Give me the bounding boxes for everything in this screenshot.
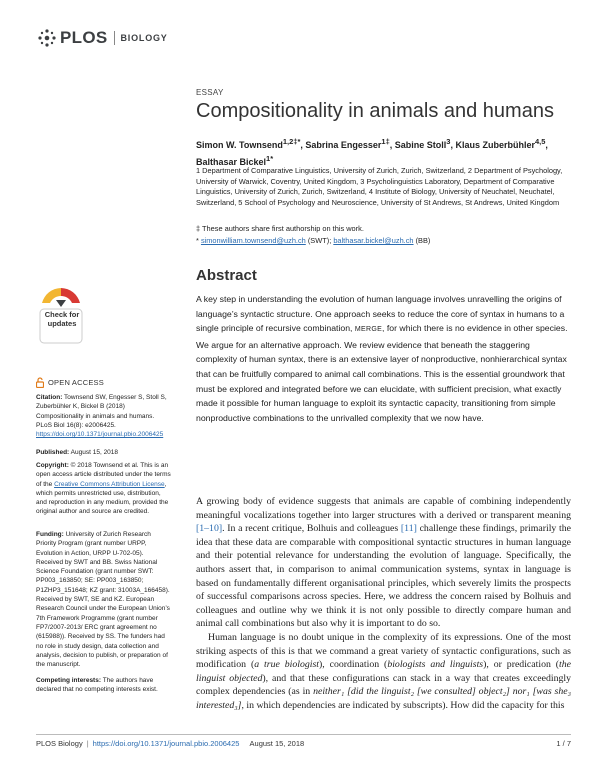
footer-doi-link[interactable]: https://doi.org/10.1371/journal.pbio.2006425 [92,739,240,748]
text-run: A growing body of evidence suggests that animals are capable of combining independently meaningful vocalizations together into larger structures with a derived or transparent meaning [196,496,571,521]
citation-label: Citation: [36,394,63,401]
email-suffix: (BB) [413,236,431,245]
text-run: , in which dependencies are indicated by subscripts). How did the capacity for this [241,699,565,711]
footer-separator: | [86,739,89,748]
logo-divider [114,31,115,45]
corresponding-emails [196,236,566,245]
example-italic: neither₁ [did the linguist₂ [we consulted] object₂] nor₁ [was she₃ interested₃] [196,686,572,711]
abstract-part: A key step in understanding the evolution of human language involves unravelling the origins of language’s syntactic structure. One approach seeks to reduce the core of syntax in humans to a single principle of recursive combination, [196,294,565,334]
citation-link[interactable]: [11] [400,523,417,535]
citation-block [36,393,171,439]
article-type: ESSAY [196,88,224,97]
text-run: ), coordination ( [319,659,388,671]
badge-line-1: Check for [44,310,80,319]
open-lock-icon [36,377,44,388]
footer-date: August 15, 2018 [249,739,305,748]
license-link[interactable]: Creative Commons Attribution License [54,480,165,488]
abstract-heading: Abstract [196,267,257,284]
competing-interests-block [36,676,171,695]
paragraph-2 [196,631,571,713]
email-suffix: (SWT); [305,236,334,245]
author-superscript: 1‡ [381,137,390,146]
copyright-block [36,461,171,517]
article-title: Compositionality in animals and humans [196,100,554,122]
funding-text: University of Zurich Research Priority Program (grant number URPP, Evolution in Action, URPP U-702-05). Received by SWT and BB. Swiss National Science Foundation (grant number SWT: PP003_163850; SE: PP003_163850; P1ZHP3_151648; KZ grant: 31003A_166458). Received by SWT, SE and KZ. European Research Council under the European Union’s 7th Framework Programme (grant number FP7/2007-2013/ ERC grant agreement no (615988)). Received by SS. The funders had no role in study design, data collection and analysis, decision to publish, or preparation of the manuscript. [36,531,170,669]
body-text [196,495,571,713]
badge-line-2: updates [47,319,77,328]
journal-name: BIOLOGY [120,33,168,43]
citation-doi-link[interactable]: https://doi.org/10.1371/journal.pbio.2006425 [36,431,164,439]
example-italic: the linguist objected [196,659,571,684]
copyright-label: Copyright: [36,462,69,469]
equal-contribution-note: ‡ These authors share first authorship on this work. [196,224,364,233]
text-run: . In a recent critique, Bolhuis and colleagues [222,523,401,535]
footer-divider [36,734,571,735]
author-superscript: 1* [266,154,274,163]
paragraph-1 [196,495,571,631]
published-label: Published: [36,449,70,456]
citation-link[interactable]: [1–10] [196,523,223,535]
text-run: Human language is no doubt unique in the complexity of its expressions. One of the most striking aspects of this is that we command a great variety of syntactic configurations, such as modification ( [196,631,571,671]
competing-label: Competing interests: [36,677,102,684]
funding-block [36,530,171,669]
merge-term: MERGE [354,326,383,334]
page-footer [36,739,571,748]
example-italic: a true biologist [254,659,320,671]
abstract-text [196,292,571,425]
footer-separator [243,739,245,748]
author-name: , Sabine Stoll [389,140,447,150]
author-list [196,135,566,169]
author-superscript: 1,2‡* [282,137,301,146]
email-prefix: * [196,236,201,245]
author-name: , Sabrina Engesser [300,140,382,150]
page-number: 1 / 7 [556,739,571,748]
check-for-updates-label[interactable] [40,310,84,328]
author-superscript: 4,5 [534,137,546,146]
author-name: , Klaus Zuberbühler [450,140,535,150]
competing-text: The authors have declared that no competing interests exist. [36,677,158,694]
email-link-bickel[interactable]: balthasar.bickel@uzh.ch [333,236,414,245]
author-superscript: 3 [446,137,451,146]
text-run: ), and that these configurations can stack in a way that creates exceedingly complex dependencies (as in [196,672,571,698]
published-block [36,448,171,457]
example-italic: biologists and linguists [387,659,484,671]
text-run: ), or predication ( [483,659,560,671]
affiliations: 1 Department of Comparative Linguistics, University of Zurich, Zurich, Switzerland, 2 Department of Psychology, University of Warwick, Coventry, United Kingdom, 3 Psycholinguistics Laboratory, Department of Comparative Linguistics, University of Zurich, Zurich, Switzerland, 4 Institute of Biology, University of Neuchatel, Neuchatel, Switzerland, 5 School of Psychology and Neuroscience, University of St Andrews, St Andrews, United Kingdom [196,166,563,207]
open-access-label [36,377,171,388]
open-access-text: OPEN ACCESS [48,377,104,387]
footer-journal: PLOS Biology [36,739,83,748]
abstract-part: , for which there is no evidence in other species. We argue for an alternative approach. We review evidence that beneath the staggering complexity of human syntax, there is an extensive layer of nonproductive, nonhierarchical syntax that can be fruitfully compared to animal call combinations. This is the essential groundwork that must be explored and integrated before we can elucidate, with sufficient precision, what exactly made it possible for human language to exploit its syntactic capacity, transitioning from simple nonproductive combinations to the unrivalled complexity that we now have. [196,323,568,423]
plos-biology-logo[interactable] [36,28,176,48]
funding-label: Funding: [36,531,64,538]
author-name: Simon W. Townsend [196,140,283,150]
published-date: August 15, 2018 [69,449,119,456]
copyright-text: © 2018 Townsend et al. This is an open access article distributed under the terms of the [36,462,171,488]
logo-text: PLOS [60,28,108,47]
text-run: challenge these findings, primarily the idea that these data are comparable with compositional syntactic structures in human language and their potential relevance for understanding the evolution of language. Specifically, the authors assert that, in comparison to animal communication systems, syntax in language is based on fundamentally different organisational principles, which severely limits the prospects of successful comparisons across species. Here, we address the concern raised by Bolhuis and colleagues and outline why we think it is not only possible to directly compare human and animal call combinations but also why it is important to do so. [196,523,571,630]
copyright-text-2: , which permits unrestricted use, distribution, and reproduction in any medium, provided the original author and source are credited. [36,480,169,516]
citation-text: Townsend SW, Engesser S, Stoll S, Zuberbühler K, Bickel B (2018) Compositionality in animals and humans. PLoS Biol 16(8): e2006425. [36,394,167,429]
plos-logo-icon [36,28,58,48]
email-link-townsend[interactable]: simonwilliam.townsend@uzh.ch [200,236,306,245]
author-name: , Balthasar Bickel [196,140,548,167]
